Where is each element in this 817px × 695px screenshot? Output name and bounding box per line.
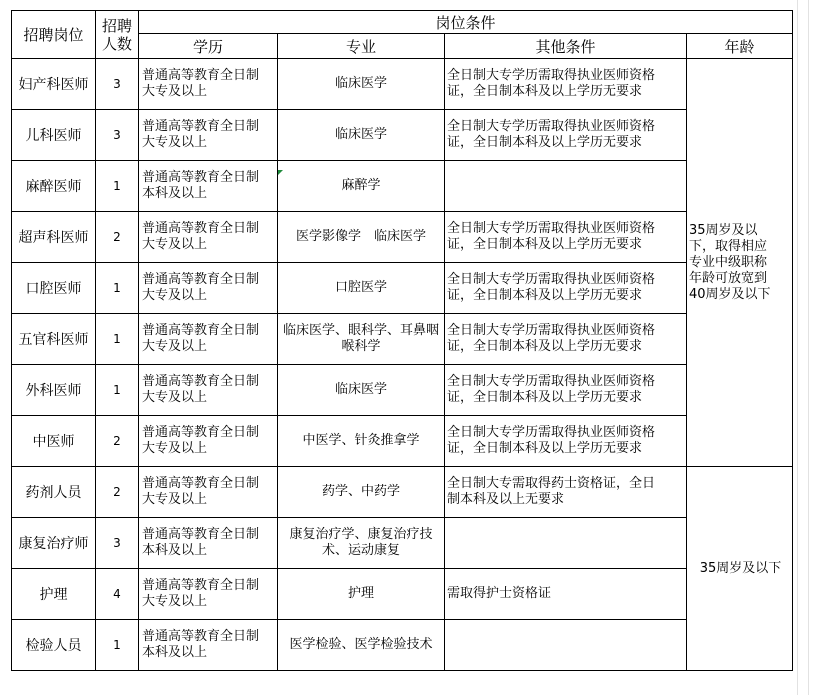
cell-education[interactable] [139,518,278,569]
cell-position[interactable]: 麻醉医师 [12,161,96,212]
age-line2: 下，取得相应 [689,238,768,254]
header-education[interactable]: 学历 [139,34,278,59]
other-line2: 证，全日制本科及以上学历无要求 [447,339,643,354]
header-count[interactable] [96,11,139,59]
edu-line1: 普通高等教育全日制 [142,629,260,644]
edu-line2: 本科及以上 [142,186,208,201]
edu-line2: 大专及以上 [142,237,208,252]
cell-education[interactable] [139,263,278,314]
cell-other[interactable] [445,620,687,671]
cell-position[interactable]: 五官科医师 [12,314,96,365]
other-line2: 证，全日制本科及以上学历无要求 [447,237,643,252]
header-major[interactable]: 专业 [278,34,445,59]
other-line1: 全日制大专学历需取得执业医师资格 [447,119,656,134]
header-conditions[interactable]: 岗位条件 [139,11,793,34]
cell-comment-marker [278,170,283,175]
edu-line1: 普通高等教育全日制 [142,119,260,134]
edu-line1: 普通高等教育全日制 [142,578,260,593]
table-row [12,263,793,314]
cell-count[interactable]: 1 [96,365,139,416]
table-row [12,161,793,212]
cell-other[interactable] [445,467,687,518]
recruitment-table [11,10,793,671]
cell-position[interactable]: 超声科医师 [12,212,96,263]
other-line1: 全日制大专学历需取得执业医师资格 [447,425,656,440]
edu-line1: 普通高等教育全日制 [142,476,260,491]
cell-position[interactable]: 外科医师 [12,365,96,416]
cell-education[interactable] [139,314,278,365]
cell-education[interactable] [139,110,278,161]
edu-line2: 大专及以上 [142,135,208,150]
header-count-line2: 人数 [101,34,132,53]
cell-other[interactable] [445,365,687,416]
edu-line2: 大专及以上 [142,390,208,405]
header-position[interactable]: 招聘岗位 [12,11,96,59]
edu-line1: 普通高等教育全日制 [142,425,260,440]
cell-position[interactable]: 妇产科医师 [12,59,96,110]
table-row [12,314,793,365]
edu-line2: 大专及以上 [142,594,208,609]
cell-position[interactable]: 口腔医师 [12,263,96,314]
cell-other[interactable] [445,263,687,314]
edu-line1: 普通高等教育全日制 [142,170,260,185]
cell-education[interactable] [139,467,278,518]
cell-age-group2[interactable]: 35周岁及以下 [687,467,793,671]
cell-count[interactable]: 2 [96,212,139,263]
edu-line2: 大专及以上 [142,441,208,456]
table-row [12,110,793,161]
edu-line1: 普通高等教育全日制 [142,527,260,542]
cell-count[interactable]: 2 [96,467,139,518]
cell-count[interactable]: 1 [96,161,139,212]
cell-education[interactable] [139,161,278,212]
cell-other[interactable] [445,212,687,263]
edu-line1: 普通高等教育全日制 [142,272,260,287]
edu-line1: 普通高等教育全日制 [142,323,260,338]
cell-other[interactable] [445,569,687,620]
cell-major[interactable]: 临床医学、眼科学、耳鼻咽喉科学 [278,314,445,365]
cell-major[interactable]: 中医学、针灸推拿学 [278,416,445,467]
cell-major[interactable]: 药学、中药学 [278,467,445,518]
cell-count[interactable]: 1 [96,314,139,365]
cell-major[interactable]: 医学检验、医学检验技术 [278,620,445,671]
edu-line2: 大专及以上 [142,339,208,354]
other-line2: 证，全日制本科及以上学历无要求 [447,288,643,303]
other-line1: 全日制大专学历需取得执业医师资格 [447,374,656,389]
cell-major[interactable]: 临床医学 [278,365,445,416]
cell-major[interactable]: 康复治疗学、康复治疗技术、运动康复 [278,518,445,569]
cell-education[interactable] [139,569,278,620]
table-row [12,212,793,263]
cell-major[interactable]: 麻醉学 [278,161,445,212]
other-line1: 全日制大专需取得药士资格证，全日 [447,476,656,491]
table-row [12,467,793,518]
cell-major[interactable]: 临床医学 [278,110,445,161]
other-line2: 证，全日制本科及以上学历无要求 [447,441,643,456]
cell-position[interactable]: 检验人员 [12,620,96,671]
other-line1: 全日制大专学历需取得执业医师资格 [447,221,656,236]
cell-position[interactable]: 康复治疗师 [12,518,96,569]
cell-other[interactable] [445,161,687,212]
other-line2: 证，全日制本科及以上学历无要求 [447,84,643,99]
edu-line2: 大专及以上 [142,84,208,99]
cell-other[interactable] [445,59,687,110]
other-line1: 全日制大专学历需取得执业医师资格 [447,272,656,287]
sheet-gridline [797,0,798,695]
cell-age-group1[interactable] [687,59,793,467]
cell-count[interactable]: 1 [96,620,139,671]
cell-education[interactable] [139,416,278,467]
other-line2: 证，全日制本科及以上学历无要求 [447,390,643,405]
cell-other[interactable] [445,314,687,365]
cell-other[interactable] [445,416,687,467]
header-count-line1: 招聘 [101,16,132,35]
table-row [12,365,793,416]
cell-count[interactable]: 3 [96,59,139,110]
edu-line2: 大专及以上 [142,492,208,507]
header-age[interactable]: 年龄 [687,34,793,59]
cell-position[interactable]: 药剂人员 [12,467,96,518]
cell-count[interactable]: 2 [96,416,139,467]
cell-education[interactable] [139,620,278,671]
cell-count[interactable]: 4 [96,569,139,620]
cell-position[interactable]: 儿科医师 [12,110,96,161]
cell-position[interactable]: 中医师 [12,416,96,467]
table-row [12,620,793,671]
cell-major[interactable]: 护理 [278,569,445,620]
cell-major[interactable]: 临床医学 [278,59,445,110]
header-other[interactable]: 其他条件 [445,34,687,59]
other-line2: 证，全日制本科及以上学历无要求 [447,135,643,150]
other-line1: 全日制大专学历需取得执业医师资格 [447,68,656,83]
edu-line1: 普通高等教育全日制 [142,68,260,83]
other-line2: 制本科及以上无要求 [447,492,565,507]
cell-other[interactable] [445,518,687,569]
cell-count[interactable]: 3 [96,110,139,161]
age-line5: 40周岁及以下 [689,286,771,302]
edu-line1: 普通高等教育全日制 [142,374,260,389]
cell-other[interactable] [445,110,687,161]
age-line1: 35周岁及以 [689,222,758,238]
other-line1: 全日制大专学历需取得执业医师资格 [447,323,656,338]
cell-major[interactable]: 医学影像学 临床医学 [278,212,445,263]
cell-education[interactable] [139,365,278,416]
edu-line2: 本科及以上 [142,543,208,558]
table-row [12,518,793,569]
cell-education[interactable] [139,212,278,263]
cell-count[interactable]: 3 [96,518,139,569]
cell-education[interactable] [139,59,278,110]
age-line4: 年龄可放宽到 [689,270,768,286]
cell-position[interactable]: 护理 [12,569,96,620]
cell-count[interactable]: 1 [96,263,139,314]
cell-major[interactable]: 口腔医学 [278,263,445,314]
other-line1: 需取得护士资格证 [447,586,552,601]
table-row [12,569,793,620]
sheet-gridline [808,0,809,695]
table-row [12,416,793,467]
edu-line1: 普通高等教育全日制 [142,221,260,236]
age-line3: 专业中级职称 [689,254,768,270]
table-row [12,59,793,110]
edu-line2: 大专及以上 [142,288,208,303]
edu-line2: 本科及以上 [142,645,208,660]
